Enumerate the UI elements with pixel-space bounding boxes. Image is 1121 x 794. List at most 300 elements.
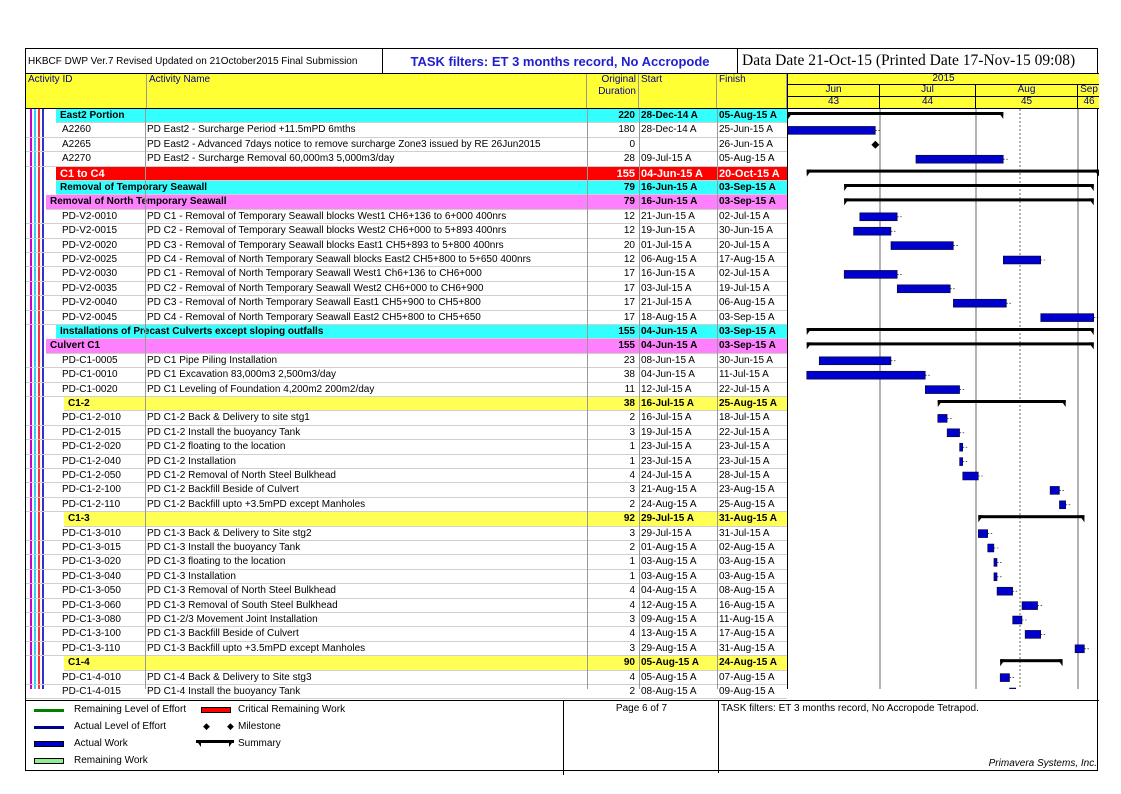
- legend-milestone: ◆ ◆ Milestone: [203, 721, 281, 732]
- activity-row[interactable]: [26, 483, 787, 497]
- activity-row[interactable]: [26, 123, 787, 137]
- activity-id: PD-C1-3-080: [62, 614, 121, 625]
- report-title: HKBCF DWP Ver.7 Revised Updated on 21October2015 Final Submission: [26, 49, 383, 73]
- activity-finish: 09-Aug-15 A: [719, 686, 775, 697]
- activity-duration: 220: [618, 110, 635, 121]
- activity-bar[interactable]: [1022, 602, 1038, 610]
- activity-id: PD-V2-0040: [62, 297, 118, 309]
- activity-name: PD C1-3 Install the buoyancy Tank: [147, 542, 301, 553]
- activity-start: 08-Jun-15 A: [641, 354, 695, 366]
- activity-row[interactable]: [26, 584, 787, 598]
- activity-finish: 11-Aug-15 A: [719, 614, 774, 625]
- activity-name: PD C1-4 Back & Delivery to Site stg3: [147, 671, 312, 683]
- summary-bar[interactable]: [807, 328, 1094, 335]
- activity-duration: 4: [629, 599, 635, 611]
- activity-bar[interactable]: [897, 285, 950, 293]
- diamond-icon: ◆: [227, 721, 234, 731]
- activity-bar[interactable]: [1000, 674, 1009, 682]
- summary-icon: [196, 739, 236, 749]
- activity-duration: 4: [629, 470, 635, 481]
- activity-bar[interactable]: [819, 357, 891, 365]
- activity-bar[interactable]: [960, 458, 963, 466]
- activity-name: PD C1-3 Back & Delivery to Site stg2: [147, 527, 312, 539]
- activity-finish: 03-Sep-15 A: [719, 196, 776, 208]
- activity-start: 16-Jun-15 A: [641, 268, 695, 280]
- activity-row[interactable]: [26, 599, 787, 613]
- activity-id: PD-C1-0005: [62, 354, 118, 366]
- activity-name: PD C1-2/3 Movement Joint Installation: [147, 614, 318, 625]
- week-label: 43: [788, 97, 880, 108]
- activity-duration: 3: [629, 426, 635, 438]
- activity-finish: 06-Aug-15 A: [719, 297, 775, 309]
- activity-duration: 1: [629, 570, 635, 582]
- activity-bar[interactable]: [960, 443, 963, 451]
- activity-row[interactable]: [26, 469, 787, 483]
- group-row[interactable]: [56, 167, 787, 181]
- activity-row[interactable]: [26, 527, 787, 541]
- activity-bar[interactable]: [1025, 630, 1041, 638]
- activity-duration: 155: [618, 326, 635, 337]
- activity-duration: 17: [623, 268, 635, 280]
- column-divider: [717, 109, 718, 689]
- activity-bar[interactable]: [938, 414, 947, 422]
- activity-start: 16-Jun-15 A: [641, 182, 698, 193]
- activity-row[interactable]: [26, 685, 787, 699]
- activity-row[interactable]: [26, 440, 787, 454]
- activity-row[interactable]: [26, 411, 787, 425]
- activity-bar[interactable]: [1050, 486, 1059, 494]
- activity-row[interactable]: [26, 455, 787, 469]
- activity-bar[interactable]: [988, 544, 994, 552]
- activity-id: Culvert C1: [50, 340, 101, 352]
- activity-name: PD East2 - Surcharge Removal 60,000m3 5,000m3/day: [147, 153, 395, 165]
- activity-duration: 90: [623, 657, 635, 669]
- activity-duration: 3: [629, 614, 635, 625]
- activity-name: PD C2 - Removal of North Temporary Seawall West2 CH6+000 to CH6+900: [147, 282, 484, 294]
- activity-row[interactable]: [26, 354, 787, 368]
- activity-start: 24-Aug-15 A: [641, 498, 697, 510]
- activity-finish: 05-Aug-15 A: [719, 110, 777, 121]
- activity-bar[interactable]: [1041, 314, 1094, 322]
- activity-duration: 2: [629, 542, 635, 553]
- activity-duration: 4: [629, 671, 635, 683]
- activity-duration: 2: [629, 686, 635, 697]
- col-activity-id[interactable]: Activity ID: [26, 74, 147, 108]
- activity-finish: 31-Jul-15 A: [719, 527, 770, 539]
- activity-duration: 180: [618, 124, 635, 136]
- activity-start: 18-Aug-15 A: [641, 311, 697, 323]
- activity-bar[interactable]: [925, 386, 959, 394]
- col-start[interactable]: Start: [639, 74, 717, 108]
- activity-finish: 03-Sep-15 A: [719, 182, 776, 193]
- activity-finish: 02-Jul-15 A: [719, 210, 770, 222]
- activity-bar[interactable]: [1010, 688, 1016, 689]
- activity-id: PD-C1-3-040: [62, 570, 121, 582]
- gantt-canvas: [788, 109, 1099, 689]
- activity-duration: 1: [629, 441, 635, 453]
- timescale-year: 2015: [788, 74, 1099, 85]
- activity-finish: 25-Jun-15 A: [719, 124, 773, 136]
- activity-start: 04-Jun-15 A: [641, 369, 695, 381]
- activity-start: 16-Jun-15 A: [641, 196, 698, 208]
- group-row[interactable]: [46, 195, 787, 209]
- activity-finish: 03-Sep-15 A: [719, 340, 776, 352]
- activity-id: Removal of Temporary Seawall: [60, 182, 208, 193]
- activity-bar[interactable]: [994, 558, 997, 566]
- activity-finish: 16-Aug-15 A: [719, 599, 775, 611]
- activity-finish: 20-Oct-15 A: [719, 167, 780, 180]
- activity-row[interactable]: [26, 498, 787, 512]
- activity-duration: 1: [629, 556, 635, 568]
- activity-start: 29-Jul-15 A: [641, 527, 692, 539]
- activity-bar[interactable]: [1013, 616, 1022, 624]
- activity-duration: 28: [623, 153, 635, 165]
- activity-start: 08-Aug-15 A: [641, 686, 697, 697]
- activity-duration: 155: [618, 340, 635, 352]
- activity-id: A2270: [62, 153, 91, 165]
- vendor-label: Primavera Systems, Inc.: [988, 758, 1097, 769]
- activity-name: PD C1-2 Back & Delivery to site stg1: [147, 412, 310, 424]
- activity-start: 16-Jul-15 A: [641, 412, 692, 424]
- activity-duration: 17: [623, 282, 635, 294]
- activity-name: PD C1-2 floating to the location: [147, 441, 286, 453]
- activity-start: 19-Jun-15 A: [641, 225, 695, 237]
- activity-row[interactable]: [26, 642, 787, 656]
- activity-start: 05-Aug-15 A: [641, 671, 697, 683]
- timescale-header: [787, 73, 1099, 109]
- activity-start: 21-Jun-15 A: [641, 210, 695, 222]
- activity-finish: 05-Aug-15 A: [719, 153, 775, 165]
- activity-bar[interactable]: [1075, 645, 1084, 653]
- activity-finish: 23-Jul-15 A: [719, 455, 770, 467]
- activity-row[interactable]: [26, 138, 787, 152]
- activity-id: Removal of North Temporary Seawall: [50, 196, 227, 208]
- activity-name: PD C1-3 Backfill Beside of Culvert: [147, 628, 299, 640]
- activity-finish: 02-Aug-15 A: [719, 542, 775, 553]
- week-label: 45: [976, 97, 1078, 108]
- activity-row[interactable]: [26, 253, 787, 267]
- activity-name: PD C1-2 Install the buoyancy Tank: [147, 426, 301, 438]
- activity-id: C1-2: [68, 398, 90, 409]
- legend-critical: Critical Remaining Work: [201, 704, 345, 715]
- column-divider: [587, 109, 588, 689]
- activity-bar[interactable]: [953, 299, 1006, 307]
- activity-bar[interactable]: [788, 126, 875, 134]
- activity-finish: 17-Aug-15 A: [719, 628, 775, 640]
- activity-start: 12-Aug-15 A: [641, 599, 697, 611]
- group-row[interactable]: [64, 512, 787, 526]
- activity-name: PD C4 - Removal of North Temporary Seawall blocks East2 CH5+800 to 5+650 400nrs: [147, 254, 531, 265]
- legend-remaining-loe: Remaining Level of Effort: [34, 704, 186, 715]
- summary-bar[interactable]: [844, 198, 1094, 205]
- col-activity-name[interactable]: Activity Name: [147, 74, 587, 108]
- activity-finish: 11-Jul-15 A: [719, 369, 769, 381]
- activity-row[interactable]: [26, 296, 787, 310]
- activity-id: PD-C1-2-110: [62, 498, 121, 510]
- data-date: Data Date 21-Oct-15 (Printed Date 17-Nov-15 09:08): [742, 52, 1076, 69]
- schedule-sheet: [25, 48, 1098, 771]
- activity-start: 28-Dec-14 A: [641, 124, 697, 136]
- activity-bar[interactable]: [978, 530, 987, 538]
- activity-row[interactable]: [26, 368, 787, 382]
- activity-finish: 18-Jul-15 A: [719, 412, 770, 424]
- activity-bar[interactable]: [844, 270, 897, 278]
- activity-bar[interactable]: [994, 573, 997, 581]
- activity-id: C1-4: [68, 657, 90, 669]
- activity-id: PD-C1-3-100: [62, 628, 121, 640]
- activity-finish: 03-Sep-15 A: [719, 326, 776, 337]
- activity-finish: 23-Jul-15 A: [719, 441, 770, 453]
- activity-name: PD C1 - Removal of North Temporary Seawall West1 Ch6+136 to CH6+000: [147, 268, 482, 280]
- week-label: 44: [880, 97, 976, 108]
- activity-bar[interactable]: [997, 587, 1013, 595]
- activity-id: PD-V2-0010: [62, 210, 118, 222]
- activity-duration: 79: [623, 182, 635, 193]
- month-label: Sep: [1080, 84, 1098, 95]
- activity-start: 21-Aug-15 A: [641, 484, 697, 496]
- legend-actual-loe: Actual Level of Effort: [34, 721, 166, 732]
- activity-finish: 25-Aug-15 A: [719, 398, 777, 409]
- activity-duration: 2: [629, 412, 635, 424]
- group-row[interactable]: [46, 339, 787, 353]
- activity-row[interactable]: [26, 210, 787, 224]
- activity-id: PD-V2-0020: [62, 239, 118, 251]
- activity-name: PD C1 Leveling of Foundation 4,200m2 200m2/day: [147, 383, 375, 395]
- activity-id: A2265: [62, 138, 91, 150]
- activity-start: 13-Aug-15 A: [641, 628, 697, 640]
- group-row[interactable]: [64, 397, 787, 411]
- activity-finish: 22-Jul-15 A: [719, 383, 770, 395]
- summary-bar[interactable]: [844, 184, 1094, 191]
- activity-start: 04-Aug-15 A: [641, 585, 697, 597]
- summary-bar[interactable]: [938, 400, 1066, 407]
- activity-duration: 2: [629, 498, 635, 510]
- activity-name: PD East2 - Advanced 7days notice to remove surcharge Zone3 issued by RE 26Jun2015: [147, 138, 541, 150]
- summary-bar[interactable]: [1000, 659, 1062, 666]
- activity-finish: 02-Jul-15 A: [719, 268, 770, 280]
- activity-start: 03-Aug-15 A: [641, 570, 697, 582]
- activity-id: C1-3: [68, 513, 90, 525]
- activity-start: 01-Jul-15 A: [641, 239, 692, 251]
- activity-name: PD C1 Excavation 83,000m3 2,500m3/day: [147, 369, 336, 381]
- activity-start: 06-Aug-15 A: [641, 254, 697, 265]
- summary-bar[interactable]: [807, 170, 1099, 177]
- page-number: Page 6 of 7: [563, 701, 719, 775]
- timescale-weeks: [788, 97, 1099, 108]
- activity-name: PD C1 - Removal of Temporary Seawall blocks West1 CH6+136 to 6+000 400nrs: [147, 210, 507, 222]
- activity-bar[interactable]: [947, 429, 959, 437]
- activity-duration: 3: [629, 642, 635, 654]
- activity-row[interactable]: [26, 152, 787, 166]
- group-row[interactable]: [56, 109, 787, 123]
- activity-finish: 28-Jul-15 A: [719, 470, 770, 481]
- activity-row[interactable]: [26, 541, 787, 555]
- activity-duration: 92: [623, 513, 635, 525]
- activity-row[interactable]: [26, 282, 787, 296]
- activity-bar[interactable]: [1059, 501, 1065, 509]
- activity-start: 16-Jul-15 A: [641, 398, 694, 409]
- gantt-chart: [787, 109, 1099, 689]
- activity-duration: 79: [623, 196, 635, 208]
- activity-start: 04-Jun-15 A: [641, 326, 698, 337]
- activity-name: PD C3 - Removal of North Temporary Seawall East1 CH5+900 to CH5+800: [147, 297, 481, 309]
- activity-start: 04-Jun-15 A: [641, 167, 703, 180]
- activity-duration: 11: [624, 383, 635, 395]
- activity-duration: 0: [629, 138, 635, 150]
- diamond-icon: ◆: [203, 721, 210, 731]
- activity-row[interactable]: [26, 267, 787, 281]
- activity-start: 04-Jun-15 A: [641, 340, 698, 352]
- activity-id: PD-C1-3-020: [62, 556, 121, 568]
- activity-row[interactable]: [26, 555, 787, 569]
- activity-id: PD-C1-2-020: [62, 441, 121, 453]
- activity-duration: 23: [623, 354, 635, 366]
- activity-id: PD-C1-2-100: [62, 484, 121, 496]
- activity-id: PD-V2-0025: [62, 254, 118, 265]
- activity-id: PD-C1-3-060: [62, 599, 121, 611]
- week-label: 46: [1083, 96, 1095, 107]
- activity-duration: 3: [629, 484, 635, 496]
- activity-name: PD C1-3 Removal of South Steel Bulkhead: [147, 599, 338, 611]
- activity-finish: 20-Jul-15 A: [719, 239, 770, 251]
- activity-finish: 22-Jul-15 A: [719, 426, 770, 438]
- activity-start: 21-Jul-15 A: [641, 297, 692, 309]
- activity-duration: 12: [623, 254, 635, 265]
- activity-id: PD-C1-3-110: [62, 642, 121, 654]
- activity-finish: 24-Aug-15 A: [719, 657, 777, 669]
- activity-row[interactable]: [26, 383, 787, 397]
- activity-id: PD-V2-0035: [62, 282, 118, 294]
- activity-bar[interactable]: [1003, 256, 1040, 264]
- summary-bar[interactable]: [978, 515, 1084, 522]
- activity-duration: 155: [616, 167, 635, 180]
- column-divider: [145, 109, 146, 689]
- group-row[interactable]: [56, 325, 787, 339]
- activity-id: PD-V2-0015: [62, 225, 118, 237]
- activity-row[interactable]: [26, 224, 787, 238]
- activity-finish: 25-Aug-15 A: [719, 498, 775, 510]
- activity-duration: 12: [623, 210, 635, 222]
- activity-id: C1 to C4: [60, 167, 105, 180]
- activity-name: PD C3 - Removal of Temporary Seawall blocks East1 CH5+893 to 5+800 400nrs: [147, 239, 504, 251]
- activity-start: 23-Jul-15 A: [641, 441, 692, 453]
- activity-row[interactable]: [26, 671, 787, 685]
- activity-finish: 03-Aug-15 A: [719, 570, 775, 582]
- group-row[interactable]: [64, 656, 787, 670]
- activity-start: 19-Jul-15 A: [641, 426, 692, 438]
- activity-bar[interactable]: [854, 227, 891, 235]
- activity-duration: 4: [629, 628, 635, 640]
- activity-row[interactable]: [26, 426, 787, 440]
- activity-id: PD-C1-3-015: [62, 542, 121, 553]
- activity-finish: 17-Aug-15 A: [719, 254, 775, 265]
- activity-id: PD-V2-0045: [62, 311, 118, 323]
- activity-start: 23-Jul-15 A: [641, 455, 692, 467]
- activity-duration: 1: [629, 455, 635, 467]
- filter-title: TASK filters: ET 3 months record, No Accropode: [383, 49, 738, 73]
- activity-bar[interactable]: [916, 155, 1003, 163]
- milestone-marker[interactable]: [871, 141, 879, 149]
- col-finish[interactable]: Finish: [717, 74, 787, 108]
- activity-id: East2 Portion: [60, 110, 125, 121]
- activity-row[interactable]: [26, 613, 787, 627]
- activity-name: PD C1-3 Installation: [147, 570, 236, 582]
- month-label: Jun: [788, 85, 880, 96]
- activity-start: 28-Dec-14 A: [641, 110, 698, 121]
- activity-duration: 3: [629, 527, 635, 539]
- summary-bar[interactable]: [807, 342, 1094, 349]
- activity-bar[interactable]: [891, 242, 953, 250]
- activity-start: 29-Aug-15 A: [641, 642, 697, 654]
- activity-finish: 31-Aug-15 A: [719, 642, 775, 654]
- activity-name: PD C1-4 Install the buoyancy Tank: [147, 686, 301, 697]
- activity-start: 05-Aug-15 A: [641, 657, 699, 669]
- column-header: [26, 73, 787, 109]
- activity-name: PD C1 Pipe Piling Installation: [147, 354, 278, 366]
- activity-id: PD-C1-2-015: [62, 426, 121, 438]
- activity-start: 09-Jul-15 A: [641, 153, 692, 165]
- activity-start: 03-Aug-15 A: [641, 556, 697, 568]
- activity-finish: 08-Aug-15 A: [719, 585, 775, 597]
- activity-row[interactable]: [26, 311, 787, 325]
- activity-duration: 38: [623, 398, 635, 409]
- activity-id: A2260: [62, 124, 91, 136]
- activity-finish: 31-Aug-15 A: [719, 513, 777, 525]
- activity-id: PD-C1-4-010: [62, 671, 121, 683]
- activity-bar[interactable]: [860, 213, 897, 221]
- activity-id: PD-C1-2-050: [62, 470, 121, 481]
- col-duration[interactable]: Original Duration: [587, 74, 639, 108]
- activity-bar[interactable]: [807, 371, 926, 379]
- activity-row[interactable]: [26, 570, 787, 584]
- activity-finish: 03-Aug-15 A: [719, 556, 775, 568]
- activity-duration: 4: [629, 585, 635, 597]
- activity-finish: 23-Aug-15 A: [719, 484, 775, 496]
- activity-duration: 20: [623, 239, 635, 251]
- activity-row[interactable]: [26, 627, 787, 641]
- activity-finish: 19-Jul-15 A: [719, 282, 770, 294]
- month-label: Aug: [976, 85, 1078, 96]
- activity-name: PD East2 - Surcharge Period +11.5mPD 6mths: [147, 124, 356, 136]
- activity-finish: 26-Jun-15 A: [719, 138, 773, 150]
- activity-bar[interactable]: [963, 472, 979, 480]
- activity-name: PD C1-2 Backfill upto +3.5mPD except Manholes: [147, 498, 366, 510]
- activity-name: PD C1-3 Removal of North Steel Bulkhead: [147, 585, 336, 597]
- activity-start: 29-Jul-15 A: [641, 513, 694, 525]
- group-row[interactable]: [56, 181, 787, 195]
- activity-name: PD C1-3 Backfill upto +3.5mPD except Manholes: [147, 642, 366, 654]
- activity-start: 24-Jul-15 A: [641, 470, 692, 481]
- activity-id: Installations of Precast Culverts except sloping outfalls: [60, 326, 324, 337]
- activity-duration: 17: [623, 297, 635, 309]
- activity-id: PD-C1-3-050: [62, 585, 121, 597]
- activity-id: PD-C1-0010: [62, 369, 118, 381]
- activity-row[interactable]: [26, 239, 787, 253]
- activity-name: PD C4 - Removal of North Temporary Seawall East2 CH5+800 to CH5+650: [147, 311, 481, 323]
- summary-bar[interactable]: [788, 112, 1003, 119]
- activity-finish: 03-Sep-15 A: [719, 311, 775, 323]
- activity-duration: 12: [623, 225, 635, 237]
- activity-id: PD-C1-2-040: [62, 455, 121, 467]
- activity-id: PD-C1-0020: [62, 383, 118, 395]
- activity-id: PD-V2-0030: [62, 268, 118, 280]
- activity-start: 01-Aug-15 A: [641, 542, 697, 553]
- activity-id: PD-C1-2-010: [62, 412, 121, 424]
- legend-remaining-work: Remaining Work: [34, 755, 148, 766]
- activity-name: PD C1-2 Installation: [147, 455, 236, 467]
- filter-note: TASK filters: ET 3 months record, No Accropode Tetrapod. Primavera Systems, Inc.: [718, 701, 1099, 773]
- activity-duration: 38: [623, 369, 635, 381]
